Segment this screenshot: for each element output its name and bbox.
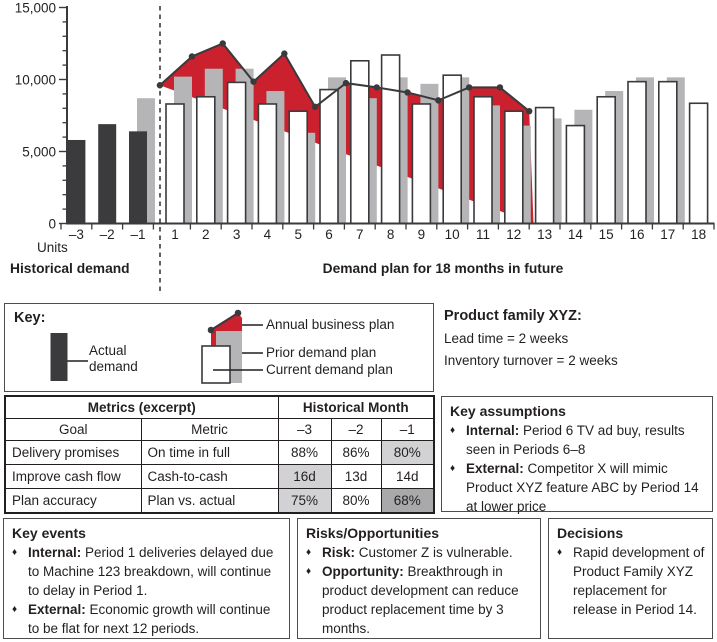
goal-cell: Plan accuracy xyxy=(5,489,141,514)
value-cell: 14d xyxy=(381,465,434,489)
diamond-bullet-icon: ♦ xyxy=(12,547,18,558)
value-cell: 16d xyxy=(278,465,331,489)
svg-text:15: 15 xyxy=(598,227,614,242)
demand-plan-chart xyxy=(0,0,717,296)
value-cell: 68% xyxy=(381,489,434,514)
actual-bar-h–3 xyxy=(67,140,85,224)
metric-cell: On time in full xyxy=(141,441,278,465)
historical-month-header: Historical Month xyxy=(278,396,434,419)
abp-point xyxy=(312,104,318,110)
goal-cell: Improve cash flow xyxy=(5,465,141,489)
current-bar-6 xyxy=(320,90,338,224)
plan-layers-glyph-icon xyxy=(201,306,263,388)
current-bar-13 xyxy=(536,108,554,224)
svg-text:5: 5 xyxy=(294,227,302,242)
svg-text:2: 2 xyxy=(202,227,210,242)
abp-point xyxy=(435,97,441,103)
svg-text:6: 6 xyxy=(325,227,333,242)
abp-point xyxy=(250,78,256,84)
abp-point xyxy=(404,89,410,95)
legend-key-box xyxy=(4,303,434,392)
product-family-info xyxy=(444,308,618,375)
current-bar-8 xyxy=(382,55,400,223)
list-item: ♦ Internal: Period 6 TV ad buy, results seen in Periods 6–8 xyxy=(450,423,685,457)
svg-text:9: 9 xyxy=(417,227,426,242)
metric-cell: Cash-to-cash xyxy=(141,465,278,489)
actual-demand-bars xyxy=(67,124,147,223)
value-cell: 80% xyxy=(331,489,381,514)
svg-text:16: 16 xyxy=(629,227,645,242)
abp-point xyxy=(281,50,287,56)
current-bar-3 xyxy=(228,82,246,223)
value-cell: 88% xyxy=(278,441,331,465)
svg-text:10: 10 xyxy=(444,227,460,242)
list-item: ♦ External: Economic growth will continue to be flat for next 12 periods. xyxy=(12,602,271,636)
svg-text:15,000: 15,000 xyxy=(14,0,56,16)
key-events-box xyxy=(3,518,290,639)
key-item-actual-demand: Actual demand xyxy=(89,343,138,374)
key-item-prior-demand-plan: Prior demand plan xyxy=(266,345,377,360)
col-header-goal: Goal xyxy=(5,419,141,441)
col-header-minus2: –2 xyxy=(331,419,381,441)
svg-text:12: 12 xyxy=(506,227,522,242)
table-row xyxy=(5,489,434,514)
key-item-current-demand-plan: Current demand plan xyxy=(266,362,393,377)
diamond-bullet-icon: ♦ xyxy=(306,566,312,577)
current-bar-2 xyxy=(197,97,215,224)
value-cell: 75% xyxy=(278,489,331,514)
lead-time-line: Lead time = 2 weeks xyxy=(444,331,569,346)
svg-text:–2: –2 xyxy=(99,227,115,242)
abp-point xyxy=(220,40,226,46)
abp-point xyxy=(466,84,472,90)
col-header-minus1: –1 xyxy=(381,419,434,441)
svg-text:5,000: 5,000 xyxy=(22,144,56,160)
col-header-metric: Metric xyxy=(141,419,278,441)
table-column-header-row xyxy=(5,419,434,441)
col-header-minus3: –3 xyxy=(278,419,331,441)
value-cell: 80% xyxy=(381,441,434,465)
abp-point xyxy=(497,84,503,90)
svg-text:Units: Units xyxy=(37,240,68,255)
historical-demand-label: Historical demand xyxy=(10,261,130,276)
list-item: ♦ Rapid development of Product Family XYZ replacement for release in Period 14. xyxy=(557,545,705,617)
goal-cell: Delivery promises xyxy=(5,441,141,465)
current-bar-17 xyxy=(659,82,677,224)
svg-text:–3: –3 xyxy=(68,227,84,242)
svg-text:3: 3 xyxy=(232,227,241,242)
current-bar-4 xyxy=(258,104,276,224)
svg-text:14: 14 xyxy=(567,227,583,242)
diamond-bullet-icon: ♦ xyxy=(450,463,456,474)
key-events-title: Key events xyxy=(12,525,86,541)
svg-text:11: 11 xyxy=(475,227,491,242)
table-row xyxy=(5,465,434,489)
current-bar-18 xyxy=(690,103,708,223)
value-cell: 86% xyxy=(331,441,381,465)
diamond-bullet-icon: ♦ xyxy=(12,604,18,615)
svg-text:13: 13 xyxy=(537,227,553,242)
diamond-bullet-icon: ♦ xyxy=(557,547,563,558)
risks-opportunities-box xyxy=(297,518,541,639)
svg-text:8: 8 xyxy=(386,227,395,242)
current-bar-9 xyxy=(412,104,430,224)
inventory-turnover-line: Inventory turnover = 2 weeks xyxy=(444,353,618,368)
list-item: ♦ Internal: Period 1 deliveries delayed due to Machine 123 breakdown, will continue to delay in Period 1. xyxy=(12,545,274,598)
diamond-bullet-icon: ♦ xyxy=(306,547,312,558)
key-item-annual-business-plan: Annual business plan xyxy=(266,317,395,332)
current-bar-12 xyxy=(505,111,523,223)
list-item: ♦ External: Competitor X will mimic Product XYZ feature ABC by Period 14 at lower price xyxy=(450,461,699,514)
decisions-box xyxy=(548,518,713,639)
key-assumptions-title: Key assumptions xyxy=(450,403,566,419)
decisions-title: Decisions xyxy=(557,525,624,541)
svg-text:7: 7 xyxy=(356,227,364,242)
table-group-header-row xyxy=(5,396,434,419)
metrics-table xyxy=(4,395,435,514)
current-bar-11 xyxy=(474,97,492,224)
abp-point xyxy=(374,84,380,90)
list-item: ♦ Opportunity: Breakthrough in product development can reduce product replacement time by 3 months. xyxy=(306,564,519,636)
svg-text:0: 0 xyxy=(48,216,56,232)
svg-text:18: 18 xyxy=(691,227,707,242)
current-bar-14 xyxy=(566,126,584,224)
metric-cell: Plan vs. actual xyxy=(141,489,278,514)
value-cell: 13d xyxy=(331,465,381,489)
future-plan-label: Demand plan for 18 months in future xyxy=(322,261,564,276)
svg-text:10,000: 10,000 xyxy=(14,72,56,88)
diamond-bullet-icon: ♦ xyxy=(450,425,456,436)
abp-point xyxy=(343,80,349,86)
svg-text:4: 4 xyxy=(263,227,272,242)
product-family-title: Product family XYZ: xyxy=(444,308,582,324)
current-bar-1 xyxy=(166,104,184,224)
abp-point xyxy=(189,53,195,59)
key-title: Key: xyxy=(14,310,46,326)
list-item: ♦ Risk: Customer Z is vulnerable. xyxy=(306,545,513,560)
actual-bar-h–1 xyxy=(129,131,147,223)
actual-demand-swatch-icon xyxy=(50,331,90,383)
abp-point xyxy=(526,108,532,114)
risks-opportunities-title: Risks/Opportunities xyxy=(306,525,440,541)
metrics-excerpt-header: Metrics (excerpt) xyxy=(5,396,278,419)
actual-bar-h–2 xyxy=(98,124,116,223)
current-bar-16 xyxy=(628,82,646,224)
table-row xyxy=(5,441,434,465)
svg-text:17: 17 xyxy=(660,227,676,242)
current-bar-15 xyxy=(597,97,615,224)
svg-text:–1: –1 xyxy=(130,227,146,242)
current-bar-5 xyxy=(289,111,307,223)
key-assumptions-box xyxy=(441,396,713,512)
svg-text:1: 1 xyxy=(171,227,179,242)
